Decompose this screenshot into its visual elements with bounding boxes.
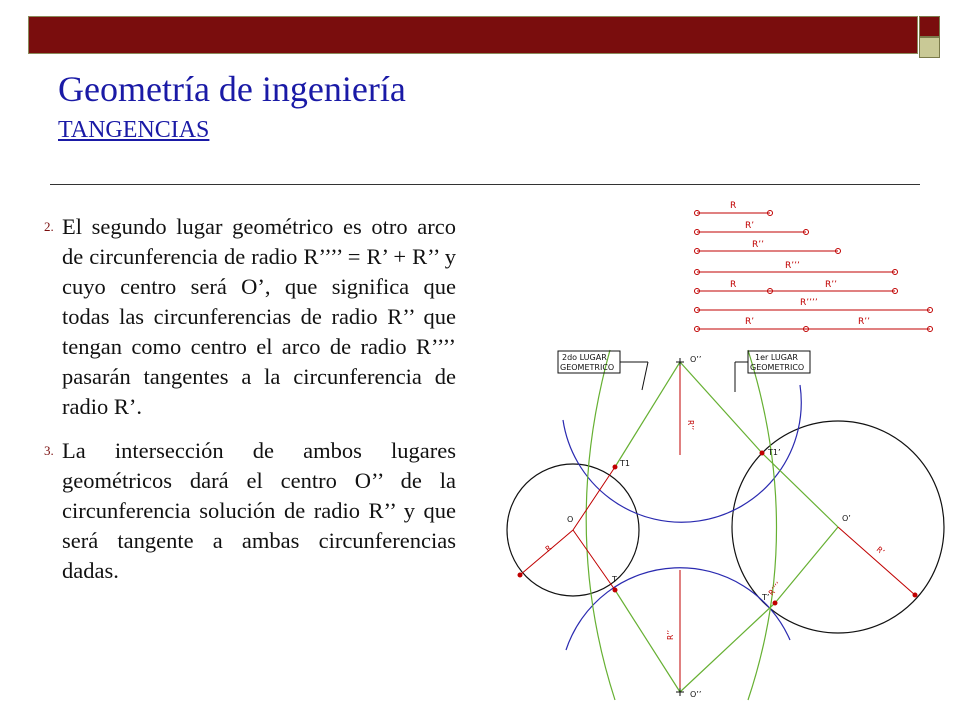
radius-legend	[695, 211, 933, 332]
legend-r4-a: R’	[745, 317, 755, 327]
paragraph-number: 2.	[44, 219, 54, 234]
second-locus-arc	[748, 350, 777, 700]
label-r-top: R’’	[686, 420, 695, 430]
second-locus-label-line1: 2do LUGAR	[562, 353, 607, 362]
tangency-diagram	[500, 190, 960, 720]
legend-r1: R’	[745, 221, 755, 231]
second-locus-label-line2: GEOMETRICO	[560, 363, 615, 372]
solution-arc-bottom	[566, 568, 790, 650]
corner-square-dark	[919, 16, 940, 37]
first-locus-label-line1: 1er LUGAR	[755, 353, 798, 362]
first-locus-label-line2: GEOMETRICO	[750, 363, 805, 372]
corner-square-light	[919, 37, 940, 58]
solution-arc-top	[563, 385, 801, 522]
label-r-small: R	[543, 543, 554, 554]
label-t1-prime: T1’	[768, 448, 781, 457]
label-t1: T1	[620, 459, 630, 468]
paragraph-text: El segundo lugar geométrico es otro arco de circunferencia de radio R’’’’ = R’ + R’’ y cuyo centro será O’, que significa que todas las circunferencias de radio R’’ que tengan como centro el arco de radio R’’’’ pasarán tangentes a la circunferencia de radio R’.	[62, 214, 456, 419]
tangent-construction-lines	[615, 362, 838, 692]
locus-callouts	[558, 351, 810, 392]
section-subtitle: TANGENCIAS	[58, 117, 210, 143]
tangency-points	[518, 451, 918, 606]
label-t: T	[612, 575, 617, 584]
legend-r4-b: R’’	[858, 317, 870, 327]
legend-r: R	[730, 201, 737, 211]
legend-r3-b: R’’	[825, 280, 837, 290]
label-r-prime: R’	[874, 544, 887, 557]
legend-r3: R’’’	[785, 261, 800, 271]
legend-r2: R’’	[752, 240, 764, 250]
radius-construction-lines	[520, 362, 915, 692]
first-locus-arc	[586, 350, 615, 700]
title-bar-decoration	[28, 16, 918, 54]
label-o: O	[567, 515, 574, 524]
paragraph-3	[44, 436, 456, 586]
label-o2-bottom: O’’	[690, 690, 702, 699]
paragraph-2	[44, 212, 456, 422]
divider	[50, 184, 920, 185]
legend-r3-a: R	[730, 280, 737, 290]
label-o1: O’	[842, 514, 851, 523]
paragraph-number: 3.	[44, 443, 54, 458]
label-t-prime: T’	[762, 593, 770, 602]
label-r-bottom: R’’	[666, 630, 675, 640]
legend-r4: R’’’’	[800, 298, 818, 308]
page-title: Geometría de ingeniería	[58, 69, 406, 109]
paragraph-text: La intersección de ambos lugares geométricos dará el centro O’’ de la circunferencia solución de radio R’’ y que será tangente a ambas circunferencias dadas.	[62, 438, 456, 583]
body-text	[44, 212, 456, 600]
label-o2-top: O’’	[690, 355, 702, 364]
label-r-quad: R’’’’	[766, 580, 784, 598]
